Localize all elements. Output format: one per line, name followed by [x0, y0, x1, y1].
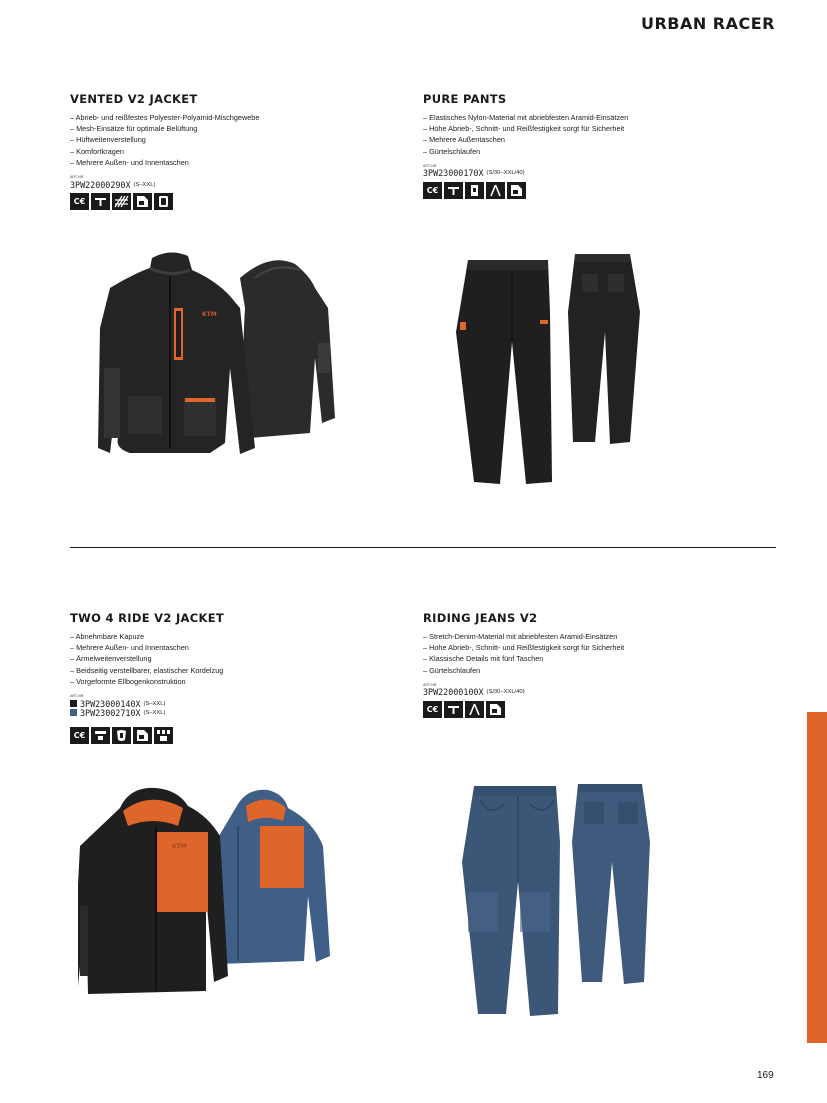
svg-text:KTM: KTM: [172, 843, 187, 850]
feature-item: – Klassische Details mit fünf Taschen: [423, 654, 544, 664]
leg-icon: [486, 182, 505, 199]
leg-icon: [465, 701, 484, 718]
feature-item: – Stretch-Denim-Material mit abriebfesten Aramid-Einsätzen: [423, 632, 618, 641]
feature-item: – Beidseitig verstellbarer, elastischer Kordelzug: [70, 665, 224, 675]
feature-item: – Hohe Abrieb-, Schnitt- und Reißfestigkeit sorgt für Sicherheit: [423, 643, 625, 653]
two4ride-jacket-image: [78, 786, 338, 1006]
ce-mark-icon: C€: [423, 182, 442, 199]
feature-item: – Gürtelschlaufen: [423, 665, 481, 675]
feature-item: – Ärmelweitenverstellung: [70, 654, 152, 664]
article-number: 3PW23000140X: [80, 698, 141, 709]
feature-list: [70, 112, 370, 168]
pure-pants-image: [440, 252, 650, 492]
product-vented-jacket: [70, 92, 370, 210]
product-riding-jeans: [423, 611, 723, 718]
svg-text:KTM: KTM: [202, 311, 217, 318]
size-range: (S–XXL): [143, 709, 166, 716]
article-number-label: ART-NR.: [423, 682, 438, 687]
article-number: 3PW22000100X: [423, 687, 484, 698]
vented-jacket-image: [90, 248, 340, 468]
feature-item: – Vorgeformte Ellbogenkonstruktion: [70, 676, 186, 686]
armor-icon: [112, 727, 131, 744]
feature-item: – Mesh-Einsätze für optimale Belüftung: [70, 124, 198, 134]
article-number-label: ART-NR.: [70, 175, 85, 180]
feature-item: – Hohe Abrieb-, Schnitt- und Reißfestigkeit sorgt für Sicherheit: [423, 124, 625, 134]
product-pure-pants: [423, 92, 723, 199]
feature-item: – Mehrere Außen- und Innentaschen: [70, 643, 189, 653]
product-two4ride-jacket: [70, 611, 370, 744]
level-a-icon: [91, 727, 110, 744]
pocket-icon: [507, 182, 526, 199]
ce-mark-icon: C€: [70, 727, 89, 744]
zipper-icon: [91, 193, 110, 210]
size-range: (S–XXL): [143, 700, 166, 707]
size-range: (S–XXL): [133, 181, 156, 188]
riding-jeans-image: [460, 782, 660, 1022]
pocket-icon: [133, 727, 152, 744]
feature-item: – Gürtelschlaufen: [423, 146, 481, 156]
page-number: 169: [757, 1070, 774, 1081]
pocket-icon: [133, 193, 152, 210]
feature-item: – Elastisches Nylon-Material mit abriebfesten Aramid-Einsätzen: [423, 113, 629, 122]
certification-icons: [70, 727, 370, 744]
feature-list: [423, 112, 723, 157]
article-row: [423, 169, 723, 178]
knee-protector-icon: [465, 182, 484, 199]
article-number-label: ART-NR.: [70, 694, 85, 699]
color-swatch-blue: [70, 709, 77, 716]
lock-icon: [154, 193, 173, 210]
section-title: URBAN RACER: [640, 14, 775, 33]
product-title: TWO 4 RIDE V2 JACKET: [70, 611, 224, 625]
feature-item: – Mehrere Außentaschen: [423, 135, 505, 145]
article-number: 3PW23000170X: [423, 168, 484, 179]
zipper-icon: [444, 182, 463, 199]
zipper-icon: [444, 701, 463, 718]
feature-item: – Abrieb- und reißfestes Polyester-Polyamid-Mischgewebe: [70, 113, 260, 122]
article-row: [423, 688, 723, 697]
feature-list: [70, 631, 370, 687]
section-divider: [70, 547, 776, 548]
chapter-tab: [807, 712, 827, 1043]
feature-item: – Abnehmbare Kapuze: [70, 632, 145, 641]
article-number: 3PW23002710X: [80, 707, 141, 718]
certification-icons: [423, 701, 723, 718]
product-title: RIDING JEANS V2: [423, 611, 538, 625]
product-title: PURE PANTS: [423, 92, 507, 106]
article-number-label: ART-NR.: [423, 163, 438, 168]
article-row: [70, 708, 370, 717]
ce-mark-icon: C€: [423, 701, 442, 718]
size-range: (S/30–XXL/40): [486, 689, 525, 696]
article-row: [70, 180, 370, 189]
feature-list: [423, 631, 723, 676]
certification-icons: [423, 182, 723, 199]
mesh-icon: [112, 193, 131, 210]
feature-item: – Komfortkragen: [70, 146, 124, 156]
article-number: 3PW22000290X: [70, 179, 131, 190]
product-title: VENTED V2 JACKET: [70, 92, 198, 106]
feature-item: – Hüftweitenverstellung: [70, 135, 146, 145]
color-swatch-black: [70, 700, 77, 707]
pocket-icon: [486, 701, 505, 718]
feature-item: – Mehrere Außen- und Innentaschen: [70, 157, 189, 167]
ce-mark-icon: C€: [70, 193, 89, 210]
certification-icons: [70, 193, 370, 210]
sizes-icon: [154, 727, 173, 744]
size-range: (S/30–XXL/40): [486, 170, 525, 177]
